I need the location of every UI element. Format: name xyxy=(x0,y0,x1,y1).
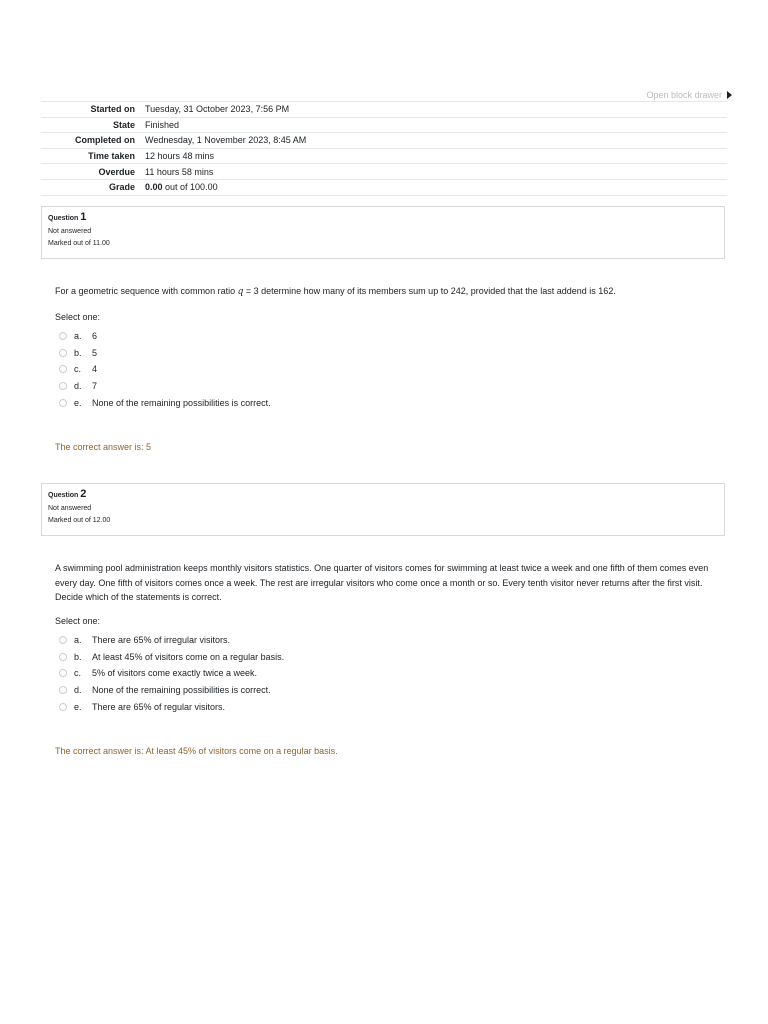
question-number-value: 2 xyxy=(80,488,87,500)
question-2-text: A swimming pool administration keeps monthly visitors statistics. One quarter of visitors comes for swimming at least twice a week and one fifth of them comes even every day. One fifth of visitors comes once a week. The rest are irregular visitors who come once a month or so. Every tenth visitor never returns after the first visit. Decide which of the statements is correct. xyxy=(55,563,709,602)
summary-label: Completed on xyxy=(75,135,135,146)
question-text-part: determine how many of its members sum up to 242, provided that the last addend is 162. xyxy=(258,286,616,296)
option-letter: b. xyxy=(74,651,82,662)
open-block-drawer-button[interactable] xyxy=(646,90,732,100)
option-text: There are 65% of regular visitors. xyxy=(92,701,226,712)
summary-row-time-taken xyxy=(41,148,727,164)
radio-button[interactable] xyxy=(59,332,67,340)
option-letter: e. xyxy=(74,397,82,408)
question-label: Question xyxy=(48,215,79,222)
answer-option-b[interactable] xyxy=(59,649,284,666)
caret-right-icon xyxy=(727,91,732,99)
question-1-text xyxy=(55,284,723,300)
summary-value xyxy=(145,179,727,195)
summary-row-overdue xyxy=(41,164,727,180)
option-letter: a. xyxy=(74,331,82,342)
summary-value: 11 hours 58 mins xyxy=(145,166,214,177)
option-text: At least 45% of visitors come on a regular basis. xyxy=(92,651,285,662)
question-1-feedback: The correct answer is: 5 xyxy=(55,442,152,452)
question-number xyxy=(48,488,718,500)
question-text-part: For a geometric sequence with common ratio xyxy=(55,286,238,296)
question-label: Question xyxy=(48,492,79,499)
math-variable: q xyxy=(237,287,244,297)
option-text: 4 xyxy=(92,364,98,375)
option-text: 5 xyxy=(92,347,98,358)
summary-label: Grade xyxy=(108,182,135,193)
question-1-info xyxy=(41,206,725,259)
radio-button[interactable] xyxy=(59,636,67,644)
option-text: None of the remaining possibilities is correct. xyxy=(92,397,271,408)
option-letter: c. xyxy=(74,364,82,375)
radio-button[interactable] xyxy=(59,669,67,677)
math-equation: = 3 xyxy=(243,286,259,296)
question-number-value: 1 xyxy=(80,211,87,223)
answer-option-d[interactable] xyxy=(59,378,271,395)
option-letter: c. xyxy=(74,668,82,679)
option-letter: e. xyxy=(74,701,82,712)
grade-out-of: out of 100.00 xyxy=(162,182,218,193)
answer-option-a[interactable] xyxy=(59,632,284,649)
radio-button[interactable] xyxy=(59,349,67,357)
question-marks: Marked out of 12.00 xyxy=(48,517,111,524)
summary-value: Tuesday, 31 October 2023, 7:56 PM xyxy=(145,104,290,115)
option-text: There are 65% of irregular visitors. xyxy=(92,635,231,646)
summary-row-grade xyxy=(41,179,727,195)
answer-option-c[interactable] xyxy=(59,665,284,682)
radio-button[interactable] xyxy=(59,382,67,390)
summary-label: Started on xyxy=(90,104,135,115)
summary-row-completed xyxy=(41,133,727,149)
summary-value: Wednesday, 1 November 2023, 8:45 AM xyxy=(145,135,307,146)
question-2-info xyxy=(41,483,725,536)
option-letter: b. xyxy=(74,347,82,358)
option-letter: d. xyxy=(74,381,82,392)
summary-value: Finished xyxy=(145,119,180,130)
option-text: None of the remaining possibilities is correct. xyxy=(92,685,271,696)
summary-label: State xyxy=(112,119,135,130)
option-letter: a. xyxy=(74,635,82,646)
open-block-drawer-label: Open block drawer xyxy=(646,90,722,100)
answer-option-d[interactable] xyxy=(59,682,284,699)
answer-option-e[interactable] xyxy=(59,394,271,411)
question-2-feedback: The correct answer is: At least 45% of visitors come on a regular basis. xyxy=(55,746,338,756)
option-text: 7 xyxy=(92,381,98,392)
attempt-summary-table xyxy=(41,101,727,196)
question-status: Not answered xyxy=(48,505,92,512)
summary-label: Time taken xyxy=(88,151,135,162)
option-text: 6 xyxy=(92,331,98,342)
question-2-prompt: Select one: xyxy=(55,616,101,626)
answer-option-b[interactable] xyxy=(59,345,271,362)
question-1-prompt: Select one: xyxy=(55,312,101,322)
question-number xyxy=(48,211,718,223)
summary-row-started xyxy=(41,102,727,118)
summary-value: 12 hours 48 mins xyxy=(145,151,215,162)
radio-button[interactable] xyxy=(59,399,67,407)
question-1-answers xyxy=(59,328,271,411)
answer-option-a[interactable] xyxy=(59,328,271,345)
summary-label: Overdue xyxy=(98,166,135,177)
question-2-answers xyxy=(59,632,284,715)
radio-button[interactable] xyxy=(59,703,67,711)
question-marks: Marked out of 11.00 xyxy=(48,240,110,247)
radio-button[interactable] xyxy=(59,686,67,694)
grade-score: 0.00 xyxy=(145,182,163,193)
question-status: Not answered xyxy=(48,228,92,235)
option-text: 5% of visitors come exactly twice a week. xyxy=(92,668,258,679)
answer-option-c[interactable] xyxy=(59,361,271,378)
radio-button[interactable] xyxy=(59,365,67,373)
option-letter: d. xyxy=(74,685,82,696)
radio-button[interactable] xyxy=(59,653,67,661)
answer-option-e[interactable] xyxy=(59,698,284,715)
summary-row-state xyxy=(41,117,727,133)
